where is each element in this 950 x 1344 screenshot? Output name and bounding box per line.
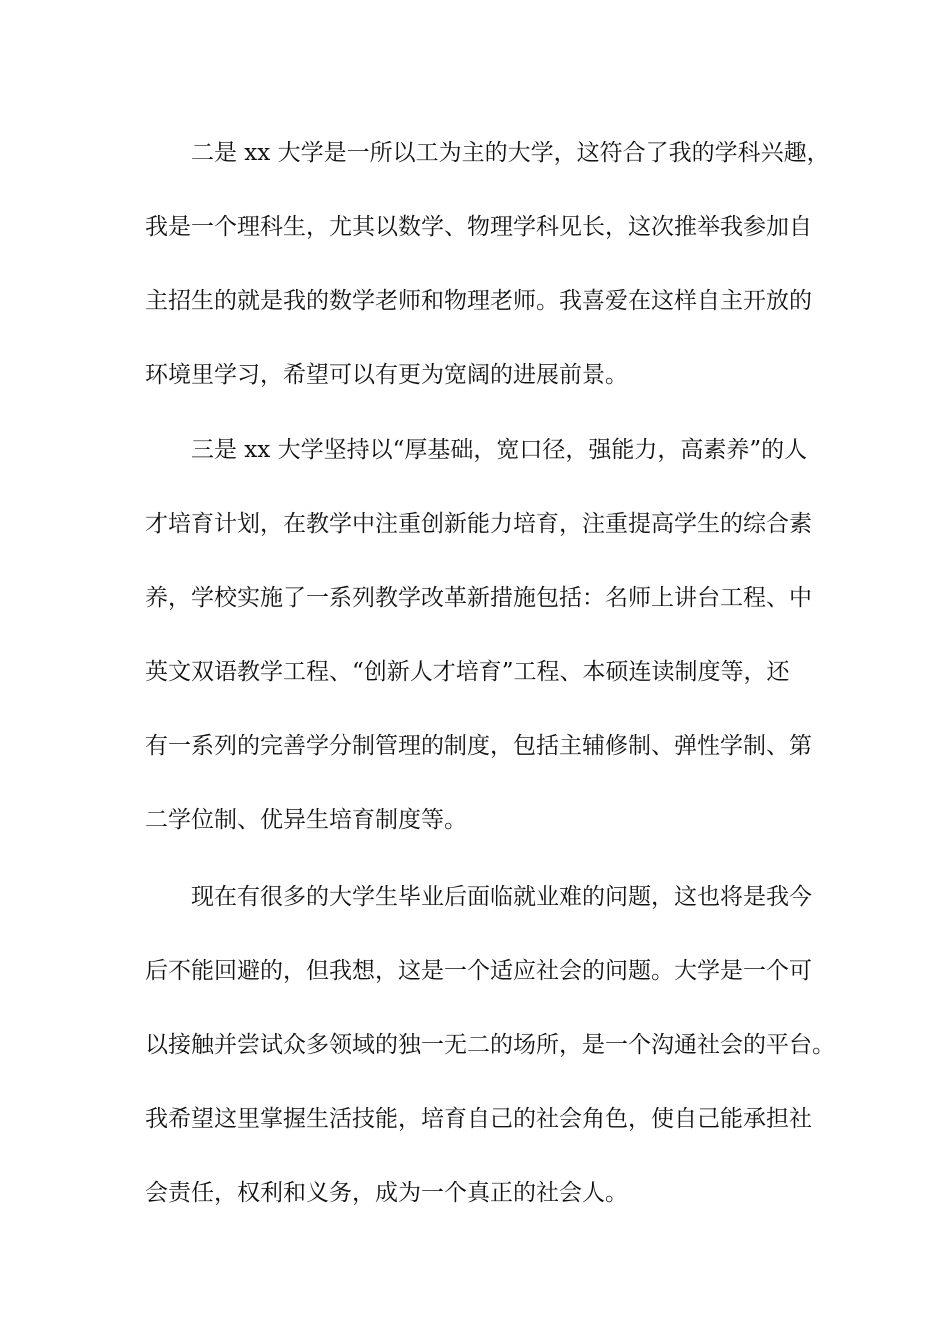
text-line: 才培育计划，在教学中注重创新能力培育，注重提高学生的综合素 — [145, 511, 812, 537]
text-line: 后不能回避的，但我想，这是一个适应社会的问题。大学是一个可 — [145, 958, 812, 984]
text-line: 三是 xx 大学坚持以“厚基础，宽口径，强能力，高素养”的人 — [191, 437, 808, 463]
text-line: 环境里学习，希望可以有更为宽阔的进展前景。 — [145, 362, 628, 388]
text-line: 我是一个理科生，尤其以数学、物理学科见长，这次推举我参加自 — [145, 214, 812, 240]
text-line: 我希望这里掌握生活技能，培育自己的社会角色，使自己能承担社 — [145, 1106, 812, 1132]
text-line: 现在有很多的大学生毕业后面临就业难的问题，这也将是我今 — [191, 884, 812, 910]
text-line: 英文双语教学工程、“创新人才培育”工程、本硕连读制度等，还 — [145, 659, 790, 685]
text-line: 二学位制、优异生培育制度等。 — [145, 807, 467, 833]
text-line: 养，学校实施了一系列教学改革新措施包括：名师上讲台工程、中 — [145, 585, 812, 611]
text-line: 会责任，权利和义务，成为一个真正的社会人。 — [145, 1180, 628, 1206]
text-line: 有一系列的完善学分制管理的制度，包括主辅修制、弹性学制、第 — [145, 733, 812, 759]
text-line: 主招生的就是我的数学老师和物理老师。我喜爱在这样自主开放的 — [145, 288, 812, 314]
text-line: 以接触并尝试众多领域的独一无二的场所，是一个沟通社会的平台。 — [145, 1032, 835, 1058]
text-line: 二是 xx 大学是一所以工为主的大学，这符合了我的学科兴趣， — [191, 140, 830, 166]
